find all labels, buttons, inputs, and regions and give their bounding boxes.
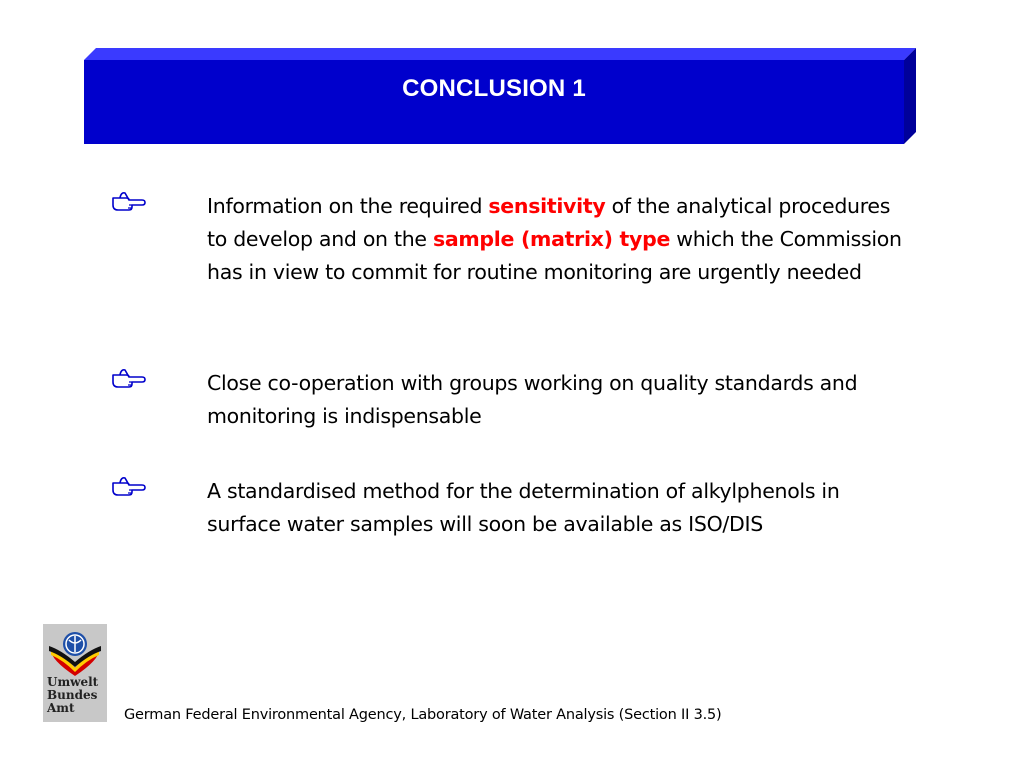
highlight-sample-type: sample (matrix) type — [432, 227, 671, 251]
pointing-hand-icon — [112, 475, 148, 497]
umweltbundesamt-logo — [43, 624, 107, 722]
logo-emblem-icon — [43, 624, 107, 676]
bullet-text-2: Close co-operation with groups working on quality standards and monitoring is indispensable — [207, 371, 858, 428]
pointing-hand-icon — [112, 367, 148, 389]
logo-text: Umwelt Bundes Amt — [47, 675, 99, 715]
highlight-sensitivity: sensitivity — [488, 194, 606, 218]
pointing-hand-icon — [112, 190, 148, 212]
page-title: CONCLUSION 1 — [402, 75, 586, 102]
footer-text: German Federal Environmental Agency, Laboratory of Water Analysis (Section II 3.5) — [124, 707, 722, 723]
bullet-text-1: Information on the required sensitivity of the analytical procedures to develop and on the sample (matrix) type which the Commission has in view to commit for routine monitoring are urgently needed — [207, 194, 902, 284]
bullet-text-3: A standardised method for the determination of alkylphenols in surface water samples will soon be available as ISO/DIS — [207, 479, 840, 536]
title-banner — [84, 48, 916, 144]
